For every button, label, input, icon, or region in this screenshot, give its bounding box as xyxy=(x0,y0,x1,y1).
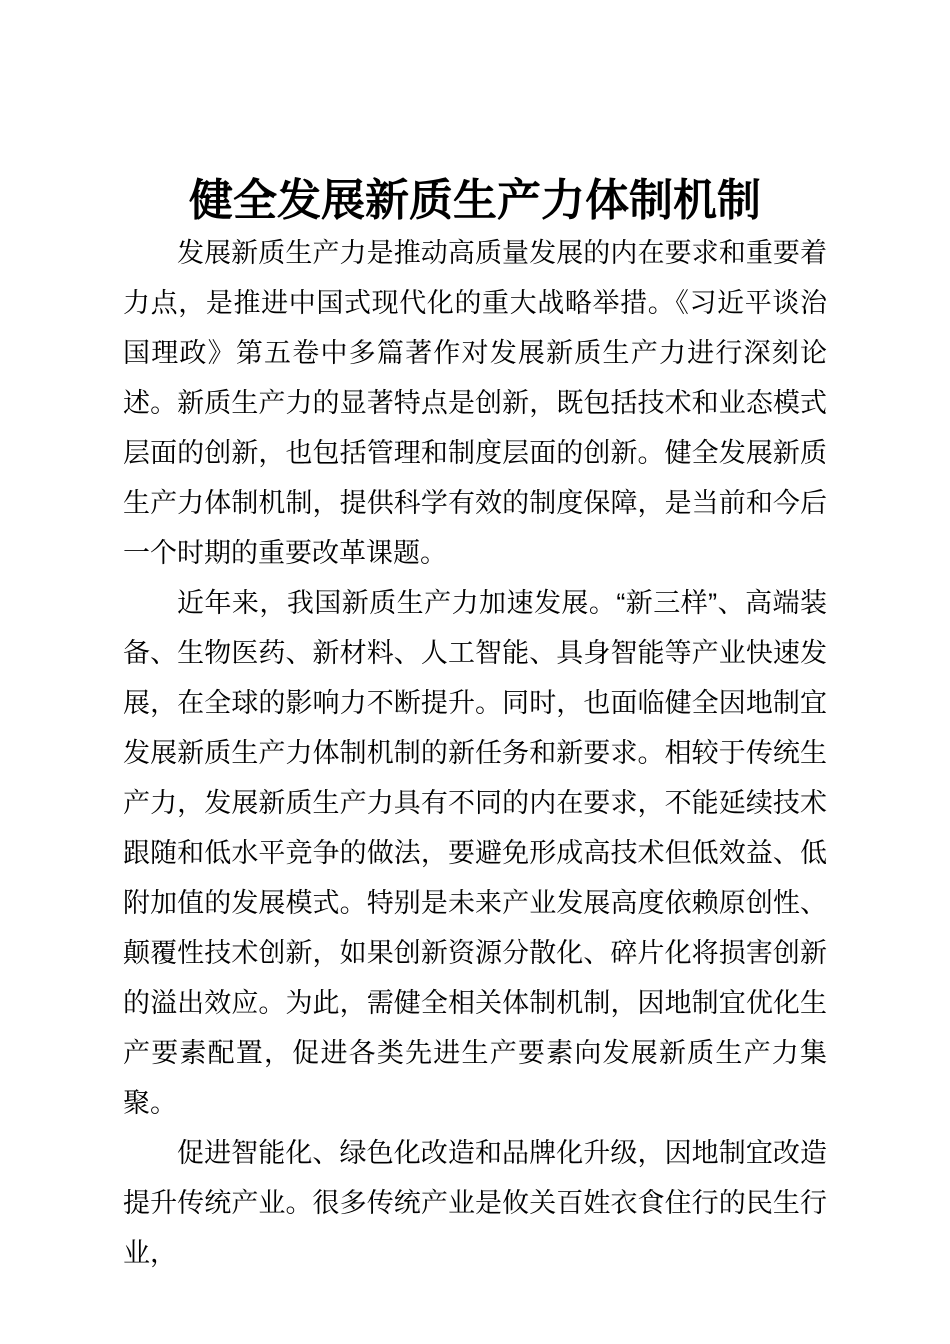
paragraph-intro: 发展新质生产力是推动高质量发展的内在要求和重要着力点，是推进中国式现代化的重大战略举措。《习近平谈治国理政》第五卷中多篇著作对发展新质生产力进行深刻论述。新质生产力的显著特点是创新，既包括技术和业态模式层面的创新，也包括管理和制度层面的创新。健全发展新质生产力体制机制，提供科学有效的制度保障，是当前和今后一个时期的重要改革课题。 xyxy=(123,238,827,568)
document-title: 健全发展新质生产力体制机制 xyxy=(189,176,761,225)
document-body xyxy=(123,228,827,1278)
paragraph-development-status: 近年来，我国新质生产力加速发展。“新三样”、高端装备、生物医药、新材料、人工智能、具身智能等产业快速发展，在全球的影响力不断提升。同时，也面临健全因地制宜发展新质生产力体制机制的新任务和新要求。相较于传统生产力，发展新质生产力具有不同的内在要求，不能延续技术跟随和低水平竞争的做法，要避免形成高技术但低效益、低附加值的发展模式。特别是未来产业发展高度依赖原创性、颠覆性技术创新，如果创新资源分散化、碎片化将损害创新的溢出效应。为此，需健全相关体制机制，因地制宜优化生产要素配置，促进各类先进生产要素向发展新质生产力集聚。 xyxy=(123,588,827,1118)
paragraph-traditional-industry: 促进智能化、绿色化改造和品牌化升级，因地制宜改造提升传统产业。很多传统产业是攸关百姓衣食住行的民生行业， xyxy=(123,1138,827,1268)
